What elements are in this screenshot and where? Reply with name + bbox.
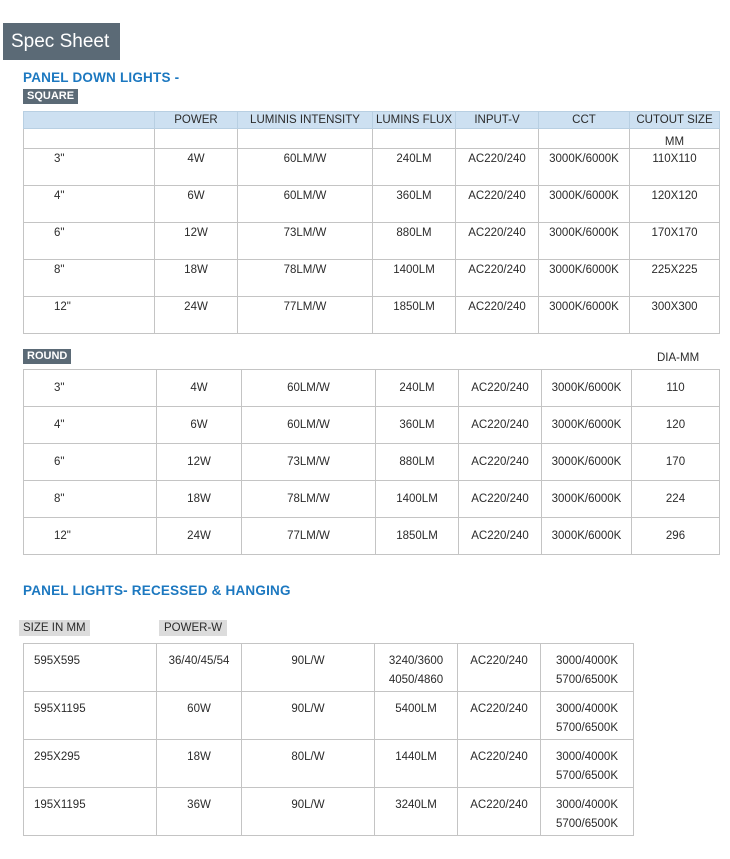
intensity-cell	[242, 692, 375, 740]
cct-cell	[541, 788, 634, 836]
flux-cell: 1850LM	[373, 297, 456, 334]
cct-cell: 3000K/6000K	[539, 149, 630, 186]
cell-line: 5700/6500K	[555, 818, 619, 830]
intensity-cell	[242, 740, 375, 788]
table-row	[24, 518, 720, 555]
cct-cell: 3000K/6000K	[542, 518, 632, 555]
cell-line: AC220/240	[470, 655, 528, 667]
cell-line: 3000/4000K	[555, 655, 619, 667]
size-cell: 6"	[24, 223, 155, 260]
power-cell: 12W	[155, 223, 238, 260]
cell-line: 5700/6500K	[555, 770, 619, 782]
cct-cell: 3000K/6000K	[542, 370, 632, 407]
section-heading-panel-lights: PANEL LIGHTS- RECESSED & HANGING	[23, 583, 291, 598]
table-header-row	[24, 112, 720, 129]
power-w-label: POWER-W	[159, 620, 227, 636]
cell-line: 90L/W	[291, 655, 325, 667]
cell-line: 195X1195	[34, 799, 86, 811]
round-rows	[24, 370, 720, 555]
cell-line: 595X1195	[34, 703, 86, 715]
cell-line: 36/40/45/54	[168, 655, 230, 667]
cell-line: 4050/4860	[388, 674, 444, 686]
cct-cell	[541, 740, 634, 788]
flux-cell: 880LM	[376, 444, 459, 481]
flux-cell	[375, 740, 458, 788]
size-cell	[24, 692, 157, 740]
power-cell: 6W	[155, 186, 238, 223]
intensity-cell: 60LM/W	[238, 149, 373, 186]
flux-cell: 1400LM	[373, 260, 456, 297]
cell-line: AC220/240	[470, 799, 528, 811]
cell-line: 60W	[187, 703, 211, 715]
intensity-cell: 78LM/W	[242, 481, 376, 518]
input-cell: AC220/240	[456, 149, 539, 186]
input-cell: AC220/240	[459, 444, 542, 481]
size-in-mm-label: SIZE IN MM	[19, 620, 90, 636]
round-spec-table	[23, 369, 720, 555]
power-cell: 18W	[155, 260, 238, 297]
intensity-cell	[242, 644, 375, 692]
input-cell	[458, 644, 541, 692]
cell-line: 5700/6500K	[555, 722, 619, 734]
cutout-cell: 296	[632, 518, 720, 555]
cell-line: 90L/W	[291, 799, 325, 811]
cell-line: 3000/4000K	[555, 703, 619, 715]
input-cell: AC220/240	[456, 260, 539, 297]
input-cell	[458, 692, 541, 740]
power-cell	[157, 692, 242, 740]
cell-line: 90L/W	[291, 703, 325, 715]
size-cell: 8"	[24, 481, 157, 518]
table-row	[24, 407, 720, 444]
square-tag: SQUARE	[23, 89, 78, 104]
column-header: LUMINS FLUX	[373, 112, 456, 129]
cell-line: 3000/4000K	[555, 799, 619, 811]
table-row	[24, 297, 720, 334]
cell-line: 80L/W	[291, 751, 325, 763]
table-row	[24, 692, 634, 740]
intensity-cell: 77LM/W	[238, 297, 373, 334]
flux-cell	[375, 644, 458, 692]
cell-line: AC220/240	[470, 751, 528, 763]
flux-cell	[375, 692, 458, 740]
cell-line: AC220/240	[470, 703, 528, 715]
flux-cell: 240LM	[373, 149, 456, 186]
power-cell: 18W	[157, 481, 242, 518]
input-cell: AC220/240	[456, 186, 539, 223]
cell-line: 295X295	[34, 751, 81, 763]
cct-cell: 3000K/6000K	[539, 297, 630, 334]
column-header: LUMINIS INTENSITY	[238, 112, 373, 129]
power-cell	[157, 644, 242, 692]
table-row	[24, 644, 634, 692]
flux-cell: 1400LM	[376, 481, 459, 518]
size-cell: 12"	[24, 518, 157, 555]
cell-line: 3240/3600	[388, 655, 444, 667]
input-cell	[458, 788, 541, 836]
cct-cell: 3000K/6000K	[542, 481, 632, 518]
table-row	[24, 260, 720, 297]
cell-line: 36W	[187, 799, 211, 811]
unit-label: MM	[630, 129, 720, 149]
table-row	[24, 740, 634, 788]
table-row	[24, 788, 634, 836]
flux-cell: 880LM	[373, 223, 456, 260]
flux-cell: 1850LM	[376, 518, 459, 555]
panel-rows	[24, 644, 634, 836]
intensity-cell: 77LM/W	[242, 518, 376, 555]
size-cell: 3"	[24, 149, 155, 186]
intensity-cell: 60LM/W	[238, 186, 373, 223]
table-row	[24, 370, 720, 407]
intensity-cell: 73LM/W	[238, 223, 373, 260]
cell-line: 5700/6500K	[555, 674, 619, 686]
cct-cell	[541, 692, 634, 740]
square-rows	[24, 149, 720, 334]
square-spec-table	[23, 111, 720, 334]
column-header	[24, 112, 155, 129]
table-row	[24, 186, 720, 223]
intensity-cell: 60LM/W	[242, 407, 376, 444]
intensity-cell: 78LM/W	[238, 260, 373, 297]
size-cell: 3"	[24, 370, 157, 407]
power-cell: 24W	[157, 518, 242, 555]
cct-cell: 3000K/6000K	[542, 444, 632, 481]
size-cell: 4"	[24, 407, 157, 444]
column-header: INPUT-V	[456, 112, 539, 129]
size-cell: 6"	[24, 444, 157, 481]
column-header: CUTOUT SIZE	[630, 112, 720, 129]
power-cell: 12W	[157, 444, 242, 481]
cutout-cell: 225X225	[630, 260, 720, 297]
input-cell: AC220/240	[456, 223, 539, 260]
page-title: Spec Sheet	[3, 23, 120, 60]
power-cell: 24W	[155, 297, 238, 334]
cct-cell	[541, 644, 634, 692]
cell-line: 595X595	[34, 655, 81, 667]
cell-line: 18W	[187, 751, 211, 763]
input-cell: AC220/240	[459, 407, 542, 444]
cct-cell: 3000K/6000K	[539, 223, 630, 260]
intensity-cell: 73LM/W	[242, 444, 376, 481]
input-cell: AC220/240	[459, 481, 542, 518]
table-row	[24, 149, 720, 186]
cutout-cell: 300X300	[630, 297, 720, 334]
cell-line: 1440LM	[395, 751, 437, 763]
cutout-cell: 120X120	[630, 186, 720, 223]
cct-cell: 3000K/6000K	[542, 407, 632, 444]
power-cell: 4W	[155, 149, 238, 186]
flux-cell: 360LM	[373, 186, 456, 223]
flux-cell: 240LM	[376, 370, 459, 407]
power-cell: 4W	[157, 370, 242, 407]
input-cell: AC220/240	[459, 370, 542, 407]
cutout-cell: 224	[632, 481, 720, 518]
cutout-cell: 110X110	[630, 149, 720, 186]
cell-line: 5400LM	[395, 703, 437, 715]
input-cell: AC220/240	[459, 518, 542, 555]
size-cell	[24, 788, 157, 836]
dia-mm-label: DIA-MM	[657, 352, 700, 364]
unit-row	[24, 129, 720, 149]
size-cell: 12"	[24, 297, 155, 334]
flux-cell: 360LM	[376, 407, 459, 444]
cutout-cell: 120	[632, 407, 720, 444]
power-cell: 6W	[157, 407, 242, 444]
flux-cell	[375, 788, 458, 836]
size-cell: 4"	[24, 186, 155, 223]
intensity-cell: 60LM/W	[242, 370, 376, 407]
column-header: CCT	[539, 112, 630, 129]
table-row	[24, 444, 720, 481]
panel-lights-table	[23, 643, 634, 836]
intensity-cell	[242, 788, 375, 836]
size-cell	[24, 740, 157, 788]
power-cell	[157, 788, 242, 836]
table-row	[24, 481, 720, 518]
round-tag: ROUND	[23, 349, 71, 364]
size-cell: 8"	[24, 260, 155, 297]
cct-cell: 3000K/6000K	[539, 186, 630, 223]
input-cell	[458, 740, 541, 788]
column-header: POWER	[155, 112, 238, 129]
size-cell	[24, 644, 157, 692]
section-heading-panel-down-lights: PANEL DOWN LIGHTS -	[23, 70, 180, 85]
table-row	[24, 223, 720, 260]
power-cell	[157, 740, 242, 788]
cutout-cell: 170	[632, 444, 720, 481]
cutout-cell: 110	[632, 370, 720, 407]
cell-line: 3000/4000K	[555, 751, 619, 763]
input-cell: AC220/240	[456, 297, 539, 334]
cct-cell: 3000K/6000K	[539, 260, 630, 297]
cell-line: 3240LM	[395, 799, 437, 811]
cutout-cell: 170X170	[630, 223, 720, 260]
